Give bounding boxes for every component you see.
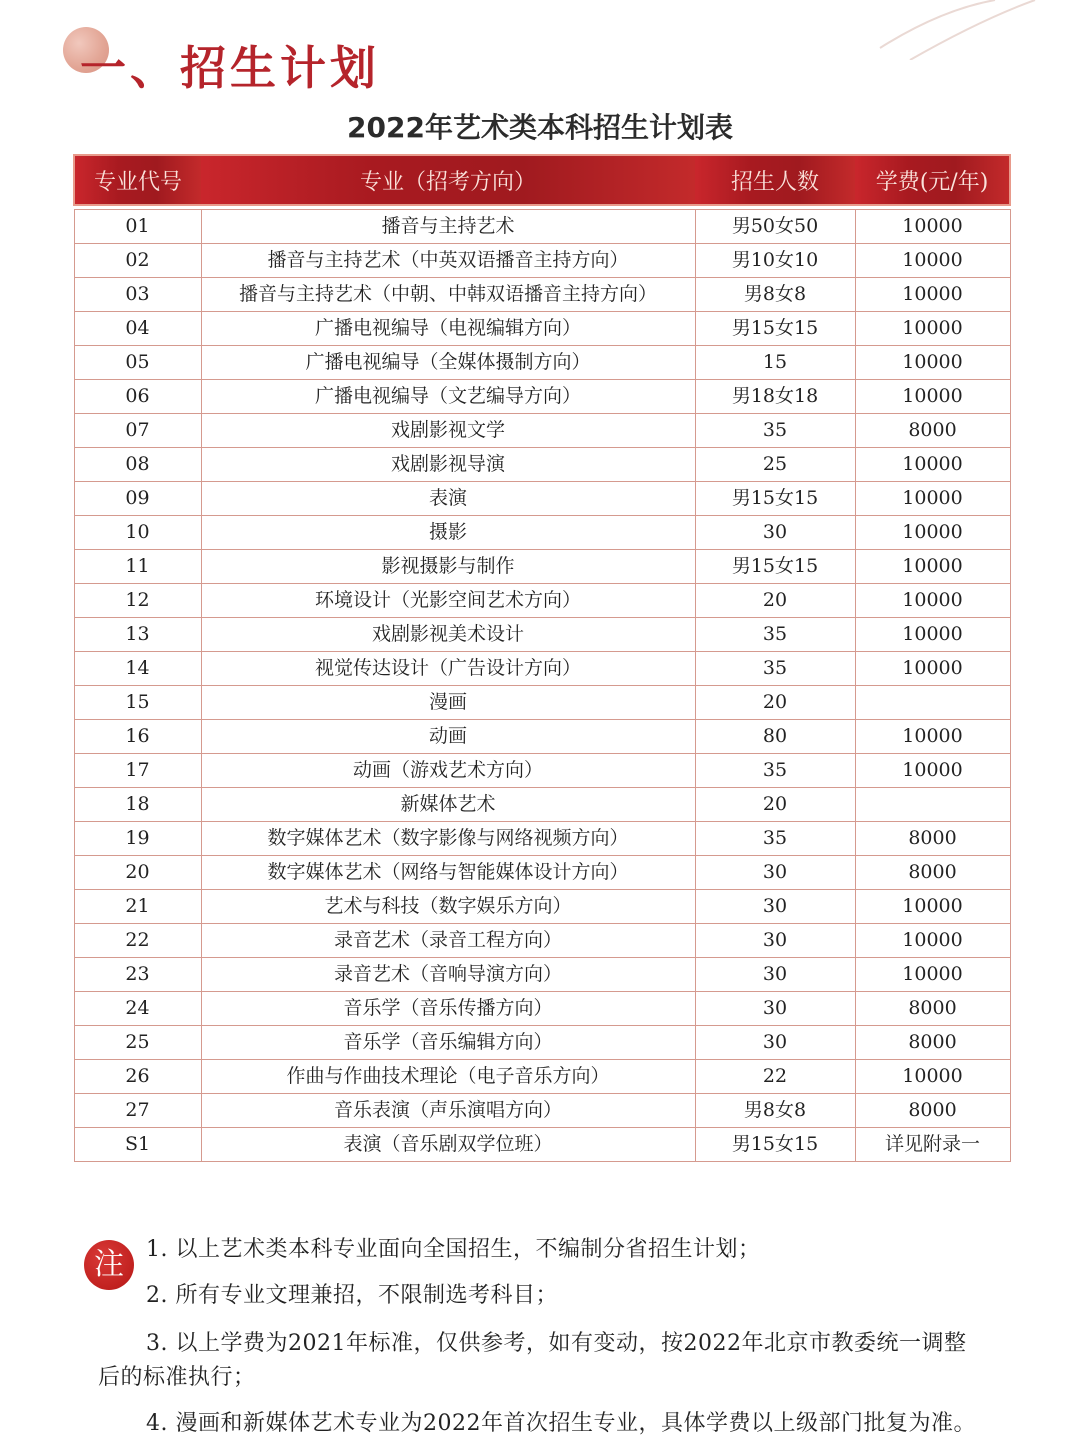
enrollment-cell: 30 — [695, 1026, 855, 1060]
tuition-cell: 8000 — [855, 856, 1010, 890]
tuition-cell: 10000 — [855, 618, 1010, 652]
major-code-cell: 27 — [74, 1094, 201, 1128]
major-code-cell: 16 — [74, 720, 201, 754]
enrollment-cell: 男8女8 — [695, 1094, 855, 1128]
note-line-4: 4. 漫画和新媒体艺术专业为2022年首次招生专业，具体学费以上级部门批复为准。 — [146, 1411, 976, 1436]
enrollment-cell: 30 — [695, 890, 855, 924]
enrollment-cell: 男15女15 — [695, 312, 855, 346]
tuition-cell: 8000 — [855, 822, 1010, 856]
table-row — [74, 210, 1010, 244]
table-row — [74, 380, 1010, 414]
section-title: 一、招生计划 — [80, 41, 380, 95]
table-row — [74, 754, 1010, 788]
note-line-3: 3. 以上学费为2021年标准，仅供参考，如有变动，按2022年北京市教委统一调整 — [146, 1331, 967, 1356]
major-name-cell: 戏剧影视美术设计 — [201, 618, 695, 652]
major-code-cell: 03 — [74, 278, 201, 312]
section-heading — [60, 22, 480, 102]
table-row — [74, 720, 1010, 754]
table-row — [74, 1128, 1010, 1162]
table-row — [74, 992, 1010, 1026]
tuition-cell: 10000 — [855, 278, 1010, 312]
major-name-cell: 播音与主持艺术（中朝、中韩双语播音主持方向） — [201, 278, 695, 312]
note-line-2: 2. 所有专业文理兼招，不限制选考科目； — [146, 1283, 558, 1308]
tuition-cell: 10000 — [855, 720, 1010, 754]
enrollment-cell: 20 — [695, 686, 855, 720]
table-row — [74, 584, 1010, 618]
major-code-cell: 18 — [74, 788, 201, 822]
major-code-cell: 13 — [74, 618, 201, 652]
table-row — [74, 618, 1010, 652]
enrollment-cell: 35 — [695, 414, 855, 448]
major-name-cell: 视觉传达设计（广告设计方向） — [201, 652, 695, 686]
table-title: 2022年艺术类本科招生计划表 — [347, 111, 733, 144]
table-row — [74, 856, 1010, 890]
tuition-cell: 10000 — [855, 380, 1010, 414]
major-code-cell: 21 — [74, 890, 201, 924]
tuition-cell — [855, 788, 1010, 822]
major-name-cell: 戏剧影视文学 — [201, 414, 695, 448]
major-name-cell: 环境设计（光影空间艺术方向） — [201, 584, 695, 618]
major-name-cell: 艺术与科技（数字娱乐方向） — [201, 890, 695, 924]
tuition-cell: 10000 — [855, 312, 1010, 346]
enrollment-cell: 30 — [695, 516, 855, 550]
major-code-cell: 25 — [74, 1026, 201, 1060]
table-row — [74, 414, 1010, 448]
major-code-cell: 15 — [74, 686, 201, 720]
major-name-cell: 影视摄影与制作 — [201, 550, 695, 584]
enrollment-cell: 20 — [695, 788, 855, 822]
major-name-cell: 摄影 — [201, 516, 695, 550]
note-badge: 注 — [84, 1240, 134, 1290]
tuition-cell: 10000 — [855, 550, 1010, 584]
major-name-cell: 数字媒体艺术（数字影像与网络视频方向） — [201, 822, 695, 856]
enrollment-cell: 35 — [695, 652, 855, 686]
table-row — [74, 890, 1010, 924]
decorative-lines — [820, 0, 1080, 60]
major-code-cell: 24 — [74, 992, 201, 1026]
major-name-cell: 播音与主持艺术 — [201, 210, 695, 244]
enrollment-plan-table — [73, 154, 1011, 1162]
major-code-cell: 06 — [74, 380, 201, 414]
major-name-cell: 录音艺术（录音工程方向） — [201, 924, 695, 958]
tuition-cell: 8000 — [855, 992, 1010, 1026]
tuition-cell: 10000 — [855, 958, 1010, 992]
major-name-cell: 播音与主持艺术（中英双语播音主持方向） — [201, 244, 695, 278]
tuition-cell: 10000 — [855, 890, 1010, 924]
header-enrollment: 招生人数 — [695, 155, 855, 205]
table-row — [74, 652, 1010, 686]
enrollment-cell: 22 — [695, 1060, 855, 1094]
major-code-cell: 04 — [74, 312, 201, 346]
tuition-cell: 10000 — [855, 516, 1010, 550]
table-row — [74, 958, 1010, 992]
table-row — [74, 244, 1010, 278]
tuition-cell: 8000 — [855, 1026, 1010, 1060]
major-code-cell: S1 — [74, 1128, 201, 1162]
tuition-cell: 10000 — [855, 754, 1010, 788]
header-major-code: 专业代号 — [74, 155, 201, 205]
major-name-cell: 戏剧影视导演 — [201, 448, 695, 482]
enrollment-cell: 男18女18 — [695, 380, 855, 414]
major-name-cell: 广播电视编导（全媒体摄制方向） — [201, 346, 695, 380]
tuition-cell: 10000 — [855, 244, 1010, 278]
table-row — [74, 448, 1010, 482]
tuition-cell: 10000 — [855, 346, 1010, 380]
tuition-cell: 10000 — [855, 448, 1010, 482]
table-row — [74, 788, 1010, 822]
enrollment-cell: 35 — [695, 618, 855, 652]
enrollment-cell: 30 — [695, 924, 855, 958]
tuition-cell — [855, 686, 1010, 720]
major-code-cell: 17 — [74, 754, 201, 788]
tuition-cell: 10000 — [855, 924, 1010, 958]
enrollment-cell: 男15女15 — [695, 1128, 855, 1162]
major-code-cell: 23 — [74, 958, 201, 992]
enrollment-cell: 男8女8 — [695, 278, 855, 312]
major-name-cell: 漫画 — [201, 686, 695, 720]
enrollment-cell: 35 — [695, 822, 855, 856]
major-code-cell: 11 — [74, 550, 201, 584]
major-code-cell: 20 — [74, 856, 201, 890]
enrollment-cell: 35 — [695, 754, 855, 788]
enrollment-cell: 男15女15 — [695, 482, 855, 516]
enrollment-cell: 男10女10 — [695, 244, 855, 278]
table-row — [74, 924, 1010, 958]
major-name-cell: 音乐学（音乐传播方向） — [201, 992, 695, 1026]
major-name-cell: 新媒体艺术 — [201, 788, 695, 822]
table-row — [74, 1060, 1010, 1094]
tuition-cell: 10000 — [855, 584, 1010, 618]
table-row — [74, 278, 1010, 312]
major-code-cell: 07 — [74, 414, 201, 448]
header-major-name: 专业（招考方向） — [201, 155, 695, 205]
major-name-cell: 广播电视编导（电视编辑方向） — [201, 312, 695, 346]
major-name-cell: 作曲与作曲技术理论（电子音乐方向） — [201, 1060, 695, 1094]
major-code-cell: 12 — [74, 584, 201, 618]
tuition-cell: 10000 — [855, 652, 1010, 686]
enrollment-cell: 30 — [695, 856, 855, 890]
enrollment-cell: 80 — [695, 720, 855, 754]
major-code-cell: 08 — [74, 448, 201, 482]
table-row — [74, 1026, 1010, 1060]
tuition-cell: 8000 — [855, 414, 1010, 448]
enrollment-cell: 25 — [695, 448, 855, 482]
enrollment-cell: 男50女50 — [695, 210, 855, 244]
major-name-cell: 录音艺术（音响导演方向） — [201, 958, 695, 992]
tuition-cell: 10000 — [855, 210, 1010, 244]
major-code-cell: 10 — [74, 516, 201, 550]
table-row — [74, 822, 1010, 856]
major-code-cell: 05 — [74, 346, 201, 380]
tuition-cell: 10000 — [855, 1060, 1010, 1094]
major-name-cell: 广播电视编导（文艺编导方向） — [201, 380, 695, 414]
major-name-cell: 表演（音乐剧双学位班） — [201, 1128, 695, 1162]
major-name-cell: 表演 — [201, 482, 695, 516]
table-row — [74, 482, 1010, 516]
table-header-row — [74, 155, 1010, 205]
tuition-cell: 详见附录一 — [855, 1128, 1010, 1162]
note-line-1: 1. 以上艺术类本科专业面向全国招生，不编制分省招生计划； — [146, 1237, 761, 1262]
tuition-cell: 8000 — [855, 1094, 1010, 1128]
tuition-cell: 10000 — [855, 482, 1010, 516]
major-name-cell: 音乐学（音乐编辑方向） — [201, 1026, 695, 1060]
major-code-cell: 26 — [74, 1060, 201, 1094]
note-line-3-cont: 后的标准执行； — [98, 1365, 256, 1390]
enrollment-cell: 30 — [695, 958, 855, 992]
major-name-cell: 数字媒体艺术（网络与智能媒体设计方向） — [201, 856, 695, 890]
enrollment-cell: 20 — [695, 584, 855, 618]
table-row — [74, 516, 1010, 550]
major-name-cell: 音乐表演（声乐演唱方向） — [201, 1094, 695, 1128]
notes-section — [0, 1222, 1080, 1454]
major-code-cell: 22 — [74, 924, 201, 958]
major-code-cell: 01 — [74, 210, 201, 244]
table-row — [74, 1094, 1010, 1128]
header-tuition: 学费(元/年) — [855, 155, 1010, 205]
table-row — [74, 550, 1010, 584]
enrollment-cell: 男15女15 — [695, 550, 855, 584]
major-code-cell: 14 — [74, 652, 201, 686]
table-row — [74, 686, 1010, 720]
enrollment-cell: 30 — [695, 992, 855, 1026]
table-body — [74, 205, 1010, 1162]
major-code-cell: 02 — [74, 244, 201, 278]
major-code-cell: 09 — [74, 482, 201, 516]
enrollment-cell: 15 — [695, 346, 855, 380]
major-name-cell: 动画 — [201, 720, 695, 754]
major-code-cell: 19 — [74, 822, 201, 856]
major-name-cell: 动画（游戏艺术方向） — [201, 754, 695, 788]
table-row — [74, 346, 1010, 380]
table-row — [74, 312, 1010, 346]
